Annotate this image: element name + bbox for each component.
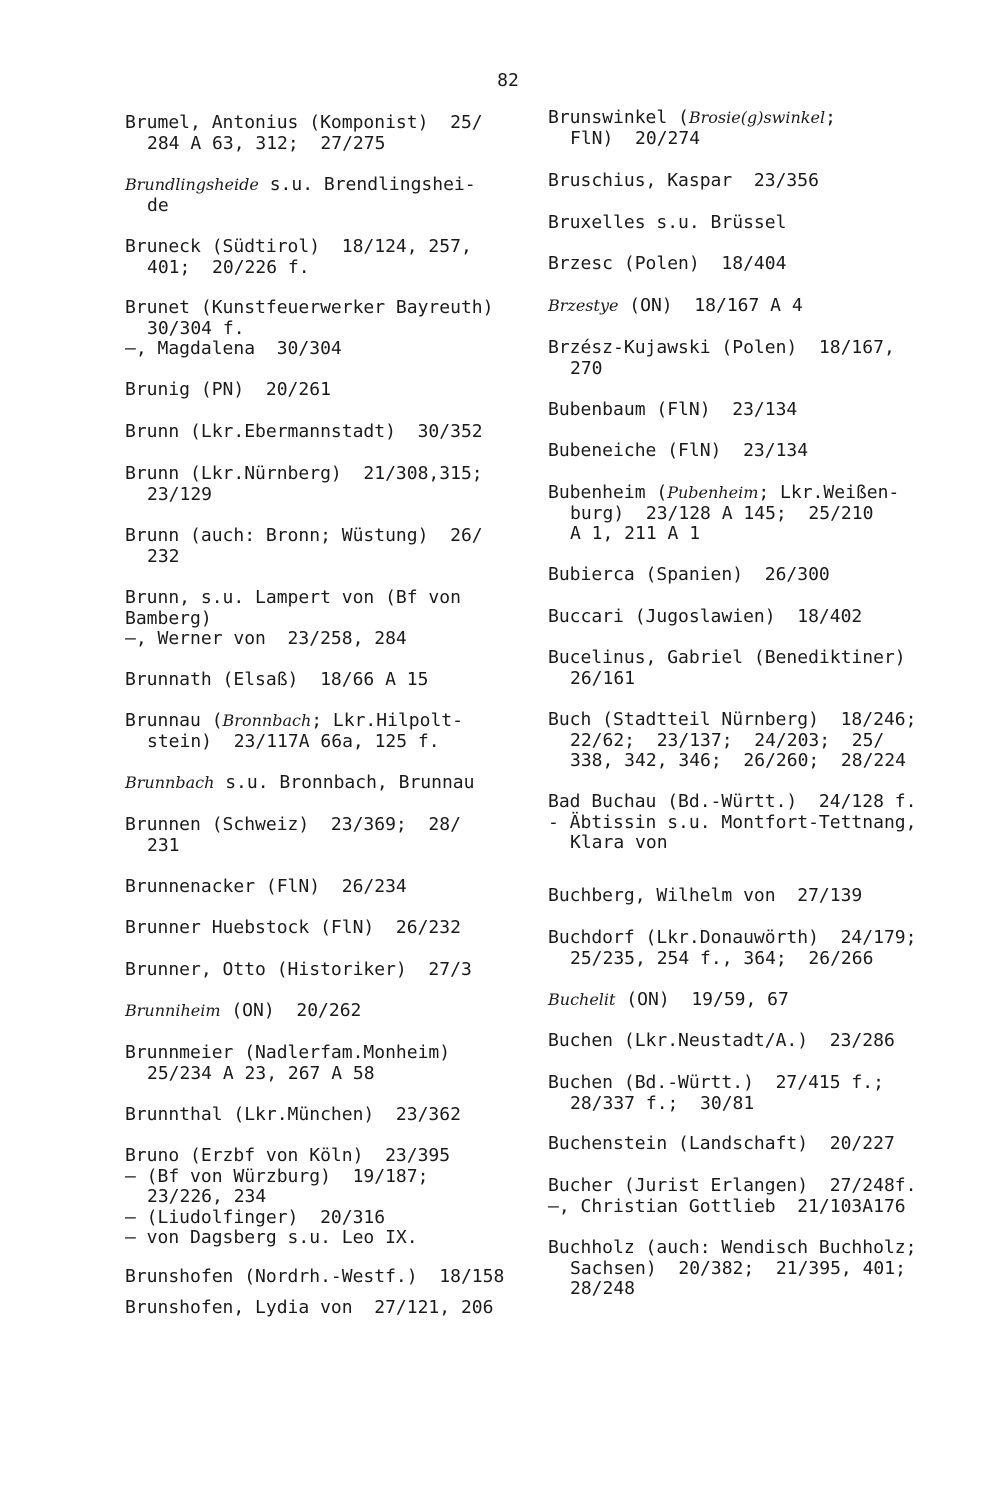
index-entry [125, 1146, 450, 1249]
index-entry [548, 296, 803, 317]
entry-line [125, 175, 476, 196]
entry-text: ; Lkr.Weißen- [758, 482, 900, 503]
entry-line [548, 1176, 916, 1197]
index-entry [548, 990, 789, 1011]
entry-text: Brunet (Kunstfeuerwerker Bayreuth) [125, 297, 494, 318]
entry-text: Brunn (auch: Bronn; Wüstung) 26/ [125, 525, 483, 546]
entry-line [548, 648, 906, 669]
entry-text: ; Lkr.Hilpolt- [311, 710, 463, 731]
entry-text: 26/161 [570, 667, 636, 689]
entry-line [125, 422, 483, 443]
entry-line [125, 547, 483, 568]
entry-line [548, 129, 836, 150]
entry-line [125, 319, 493, 340]
entry-text: Brunn (Lkr.Ebermannstadt) 30/352 [125, 421, 483, 442]
entry-line [125, 1064, 450, 1085]
index-entry [125, 380, 331, 401]
entry-line [125, 380, 331, 401]
entry-text: 28/248 [570, 1278, 636, 1299]
index-entry [548, 928, 916, 969]
entry-text: —, Magdalena 30/304 [125, 338, 342, 359]
italic-place-name: Brunnbach [125, 773, 215, 792]
entry-text: Klara von [570, 832, 668, 853]
index-entry [125, 1298, 493, 1319]
index-entry [125, 960, 472, 981]
index-entry [548, 400, 797, 421]
entry-text: 338, 342, 346; 26/260; 28/224 [570, 750, 906, 771]
entry-text: Brunnau ( [125, 710, 223, 731]
entry-line [548, 171, 819, 192]
entry-line [125, 237, 472, 258]
entry-text: 23/226, 234 [147, 1186, 267, 1207]
entry-text: —, Werner von 23/258, 284 [125, 628, 407, 649]
italic-place-name: Buchelit [548, 990, 616, 1009]
index-entry [548, 483, 899, 545]
index-entry [548, 171, 819, 192]
italic-place-name: Brundlingsheide [125, 175, 259, 194]
entry-line [125, 485, 483, 506]
entry-line [548, 108, 836, 129]
index-entry [548, 1134, 895, 1155]
entry-line [125, 836, 461, 857]
index-entry [125, 918, 461, 939]
italic-place-name: Brosie(g)swinkel [688, 108, 826, 127]
entry-text: Brzész-Kujawski (Polen) 18/167, [548, 337, 895, 358]
entry-line [125, 711, 463, 732]
entry-text: de [147, 194, 169, 216]
entry-line [548, 1073, 884, 1094]
entry-text: Bubenbaum (FlN) 23/134 [548, 399, 798, 420]
index-entry [548, 792, 916, 854]
entry-line [125, 113, 483, 134]
entry-line [548, 1259, 916, 1280]
entry-line [125, 196, 476, 217]
entry-text: 23/129 [147, 483, 213, 505]
index-entry [548, 1238, 916, 1300]
entry-text: Brunnenacker (FlN) 26/234 [125, 876, 407, 897]
index-entry [125, 670, 428, 691]
entry-text: 22/62; 23/137; 24/203; 25/ [570, 729, 885, 751]
index-entry [125, 175, 476, 216]
italic-place-name: Brzestye [548, 296, 619, 315]
entry-line [548, 296, 803, 317]
entry-text: Brunswinkel ( [548, 107, 689, 128]
entry-text: — von Dagsberg s.u. Leo IX. [125, 1227, 418, 1248]
index-entry [548, 886, 862, 907]
entry-text: Bucher (Jurist Erlangen) 27/248f. [548, 1175, 917, 1196]
entry-line [125, 526, 483, 547]
entry-text: A 1, 211 A 1 [570, 523, 701, 544]
entry-line [125, 815, 461, 836]
entry-line [548, 213, 786, 234]
entry-line [548, 524, 899, 545]
index-entry [548, 565, 830, 586]
index-entry [548, 338, 895, 379]
entry-text: Brunshofen (Nordrh.-Westf.) 18/158 [125, 1266, 505, 1287]
entry-line [548, 751, 916, 772]
entry-text: —, Christian Gottlieb 21/103A176 [548, 1195, 906, 1217]
entry-line [125, 1267, 504, 1288]
entry-text: burg) 23/128 A 145; 25/210 [570, 502, 874, 524]
index-entry [548, 108, 836, 149]
entry-text: s.u. Brendlingshei- [258, 174, 476, 195]
index-entry [125, 773, 474, 794]
entry-line [125, 1167, 450, 1188]
entry-line [125, 1208, 450, 1229]
index-entry [125, 113, 483, 154]
index-entry [125, 298, 493, 360]
entry-line [125, 670, 428, 691]
entry-line [125, 1105, 461, 1126]
entry-text: Brunner Huebstock (FlN) 26/232 [125, 917, 461, 938]
index-entry [125, 464, 483, 505]
entry-line [548, 928, 916, 949]
entry-line [548, 792, 916, 813]
entry-text: Brunnmeier (Nadlerfam.Monheim) [125, 1042, 451, 1063]
entry-line [548, 949, 916, 970]
entry-line [125, 773, 474, 794]
entry-text: Bubeneiche (FlN) 23/134 [548, 440, 809, 461]
entry-text: 231 [147, 834, 180, 856]
entry-line [125, 339, 493, 360]
index-entry [125, 588, 461, 650]
entry-line [125, 1001, 361, 1022]
entry-line [125, 588, 461, 609]
entry-text: (ON) 19/59, 67 [615, 989, 789, 1010]
entry-line [548, 565, 830, 586]
index-entry [125, 877, 407, 898]
italic-place-name: Brunniheim [125, 1001, 221, 1020]
entry-line [125, 1146, 450, 1167]
index-entry [125, 1043, 450, 1084]
entry-line [548, 441, 808, 462]
entry-text: Buccari (Jugoslawien) 18/402 [548, 606, 863, 627]
entry-text: Brunn (Lkr.Nürnberg) 21/308,315; [125, 463, 483, 484]
entry-text: stein) 23/117A 66a, 125 f. [147, 730, 440, 752]
index-entry [548, 607, 862, 628]
index-entry [548, 710, 916, 772]
entry-text: 270 [570, 357, 603, 379]
entry-line [125, 464, 483, 485]
entry-text: 25/234 A 23, 267 A 58 [147, 1062, 375, 1084]
entry-line [548, 1238, 916, 1259]
index-entry [125, 711, 463, 752]
entry-line [548, 504, 899, 525]
entry-line [548, 1279, 916, 1300]
entry-line [548, 359, 895, 380]
index-entry [125, 1105, 461, 1126]
index-entry [125, 422, 483, 443]
page-number: 82 [497, 70, 519, 91]
entry-text: Bruno (Erzbf von Köln) 23/395 [125, 1145, 451, 1166]
entry-text: Buchen (Lkr.Neustadt/A.) 23/286 [548, 1030, 895, 1051]
entry-text: Buchberg, Wilhelm von 27/139 [548, 885, 863, 906]
entry-text: 28/337 f.; 30/81 [570, 1092, 755, 1114]
entry-line [125, 258, 472, 279]
entry-line [548, 886, 862, 907]
entry-text: Bubierca (Spanien) 26/300 [548, 564, 830, 585]
entry-text: Brunnath (Elsaß) 18/66 A 15 [125, 669, 429, 690]
entry-line [548, 1134, 895, 1155]
entry-line [548, 813, 916, 834]
entry-line [548, 990, 789, 1011]
entry-line [125, 1187, 450, 1208]
entry-text: Brunnthal (Lkr.München) 23/362 [125, 1104, 461, 1125]
entry-text: Buch (Stadtteil Nürnberg) 18/246; [548, 709, 917, 730]
entry-line [548, 400, 797, 421]
entry-line [125, 732, 463, 753]
entry-line [125, 629, 461, 650]
entry-line [125, 877, 407, 898]
entry-text: Brunner, Otto (Historiker) 27/3 [125, 959, 472, 980]
entry-line [548, 710, 916, 731]
entry-text: Brumel, Antonius (Komponist) 25/ [125, 112, 483, 133]
index-entry [548, 1031, 895, 1052]
entry-text: Sachsen) 20/382; 21/395, 401; [570, 1257, 906, 1279]
entry-text: (ON) 20/262 [220, 1000, 362, 1021]
index-entry [125, 526, 483, 567]
entry-line [548, 483, 899, 504]
entry-text: Buchen (Bd.-Württ.) 27/415 f.; [548, 1072, 884, 1093]
entry-line [125, 298, 493, 319]
entry-line [548, 833, 916, 854]
entry-text: (ON) 18/167 A 4 [618, 295, 803, 316]
entry-line [125, 918, 461, 939]
entry-line [548, 1197, 916, 1218]
index-entry [548, 213, 786, 234]
italic-place-name: Bronnbach [222, 711, 312, 730]
entry-text: Bubenheim ( [548, 482, 668, 503]
index-entry [125, 1001, 361, 1022]
entry-text: FlN) 20/274 [570, 127, 701, 149]
entry-text: Buchenstein (Landschaft) 20/227 [548, 1133, 895, 1154]
entry-text: Buchdorf (Lkr.Donauwörth) 24/179; [548, 927, 917, 948]
entry-text: Brunnen (Schweiz) 23/369; 28/ [125, 814, 461, 835]
entry-text: Buchholz (auch: Wendisch Buchholz; [548, 1237, 917, 1258]
entry-text: 25/235, 254 f., 364; 26/266 [570, 947, 874, 969]
entry-line [548, 669, 906, 690]
entry-line [548, 1031, 895, 1052]
entry-text: Bad Buchau (Bd.-Württ.) 24/128 f. [548, 791, 917, 812]
entry-text: Bruxelles s.u. Brüssel [548, 212, 787, 233]
entry-line [125, 134, 483, 155]
index-entry [548, 648, 906, 689]
index-entry [548, 441, 808, 462]
entry-line [125, 960, 472, 981]
entry-line [125, 609, 461, 630]
entry-line [125, 1043, 450, 1064]
entry-line [548, 607, 862, 628]
entry-line [125, 1298, 493, 1319]
entry-text: Bruneck (Südtirol) 18/124, 257, [125, 236, 472, 257]
entry-text: Brunshofen, Lydia von 27/121, 206 [125, 1297, 494, 1318]
entry-line [548, 1094, 884, 1115]
entry-text: 401; 20/226 f. [147, 256, 310, 278]
entry-text: Bucelinus, Gabriel (Benediktiner) [548, 647, 906, 668]
index-entry [548, 254, 786, 275]
entry-text: — (Liudolfinger) 20/316 [125, 1206, 386, 1228]
entry-line [548, 254, 786, 275]
entry-text: Bruschius, Kaspar 23/356 [548, 170, 819, 191]
entry-text: ; [825, 107, 836, 128]
entry-text: 284 A 63, 312; 27/275 [147, 132, 386, 154]
index-entry [548, 1176, 916, 1217]
entry-text: — (Bf von Würzburg) 19/187; [125, 1165, 429, 1187]
entry-text: Brunig (PN) 20/261 [125, 379, 331, 400]
entry-text: - Äbtissin s.u. Montfort-Tettnang, [548, 811, 917, 833]
index-entry [125, 1267, 504, 1288]
index-entry [548, 1073, 884, 1114]
entry-text: 30/304 f. [147, 317, 245, 339]
italic-place-name: Pubenheim [667, 483, 759, 502]
index-entry [125, 815, 461, 856]
entry-text: Bamberg) [125, 607, 212, 629]
entry-text: 232 [147, 545, 180, 567]
entry-line [125, 1228, 450, 1249]
entry-line [548, 731, 916, 752]
entry-text: Brunn, s.u. Lampert von (Bf von [125, 587, 461, 608]
entry-text: Brzesc (Polen) 18/404 [548, 253, 787, 274]
index-entry [125, 237, 472, 278]
entry-line [548, 338, 895, 359]
entry-text: s.u. Bronnbach, Brunnau [214, 772, 475, 793]
